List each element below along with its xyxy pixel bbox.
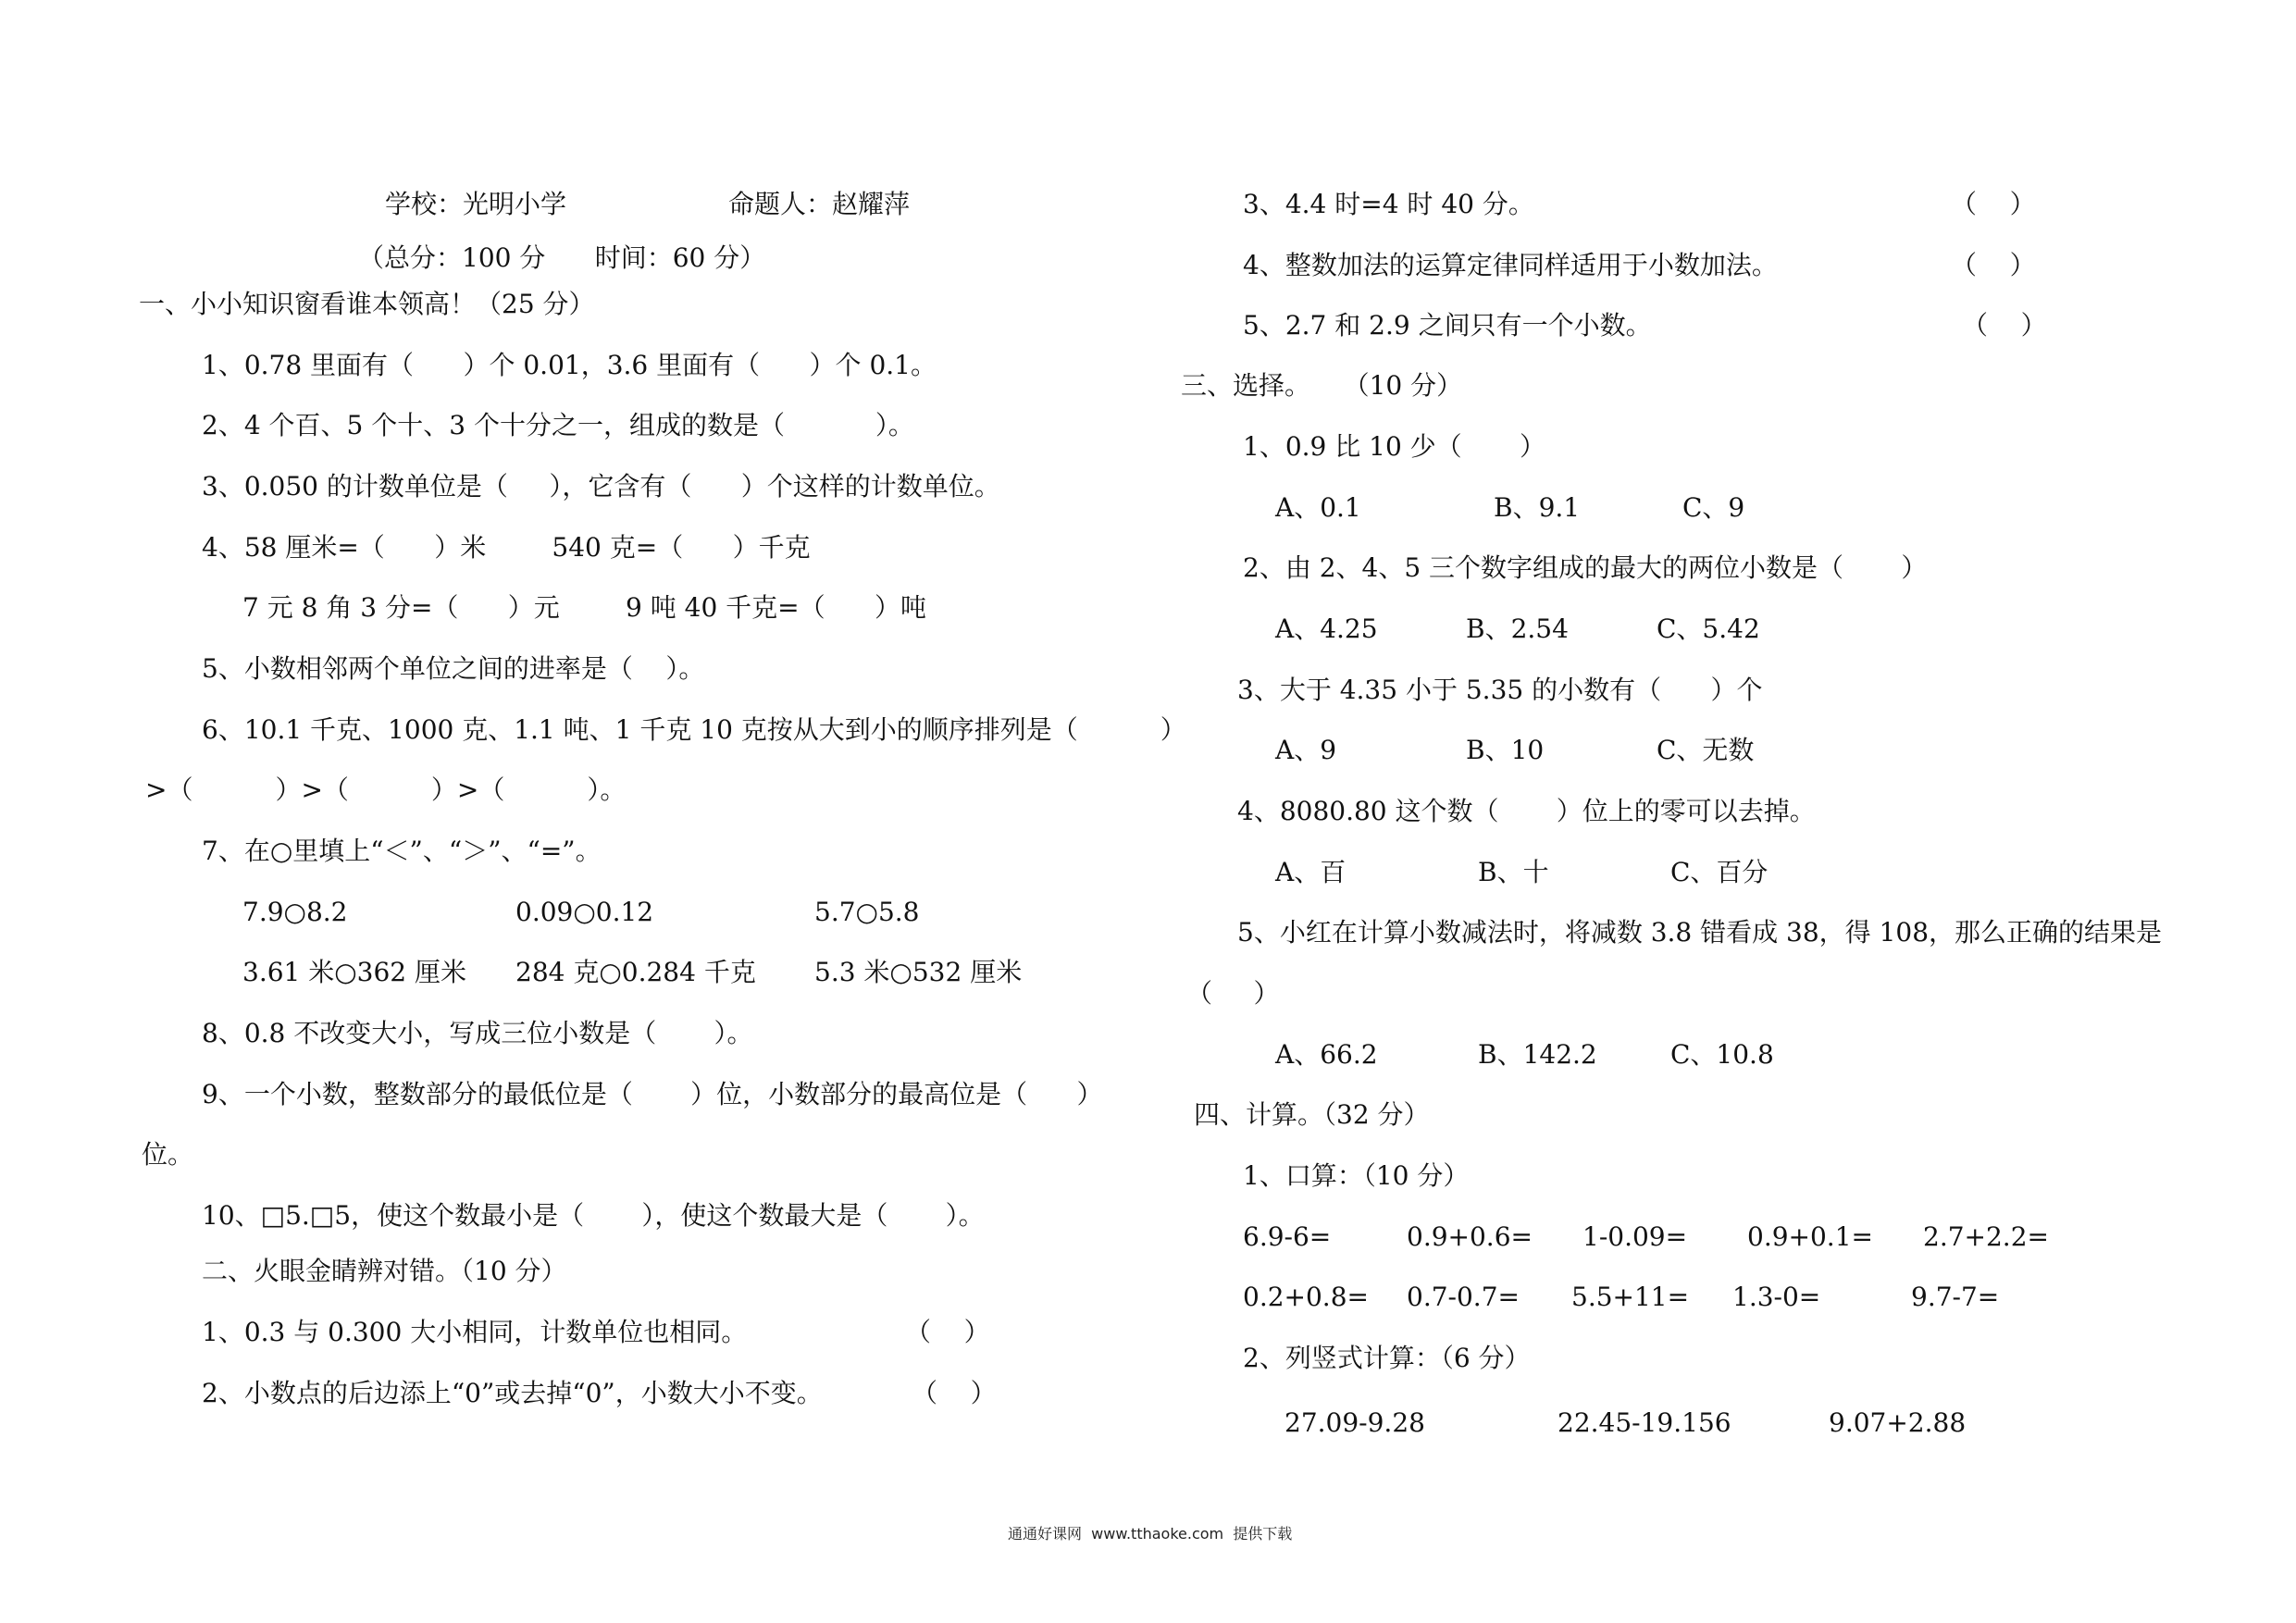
- oral-calc-item: 0.2+0.8=: [1243, 1282, 1369, 1312]
- question-1-8: 8、0.8 不改变大小，写成三位小数是（ ）。: [202, 1018, 753, 1048]
- question-1-1: 1、0.78 里面有（ ）个 0.01，3.6 里面有（ ）个 0.1。: [202, 350, 937, 380]
- oral-calc-item: 1-0.09=: [1582, 1221, 1688, 1252]
- choice-4-option-c: C、百分: [1670, 857, 1769, 887]
- oral-calc-item: 9.7-7=: [1911, 1282, 2000, 1312]
- choice-3: 3、大于 4.35 小于 5.35 的小数有（ ）个: [1237, 675, 1763, 705]
- oral-calc-item: 0.9+0.6=: [1407, 1221, 1533, 1252]
- choice-2: 2、由 2、4、5 三个数字组成的最大的两位小数是（ ）: [1243, 552, 1928, 583]
- choice-3-option-c: C、无数: [1657, 735, 1755, 765]
- question-1-4b: 7 元 8 角 3 分=（ ）元 9 吨 40 千克=（ ）吨: [242, 592, 927, 623]
- question-1-7-row2-col2: 284 克○0.284 千克: [515, 957, 756, 987]
- vertical-calc-item: 27.09-9.28: [1285, 1407, 1425, 1438]
- choice-4-option-b: B、十: [1478, 857, 1549, 887]
- choice-2-option-c: C、5.42: [1657, 613, 1760, 644]
- oral-calc-item: 0.7-0.7=: [1407, 1282, 1520, 1312]
- section-4-title: 四、计算。（32 分）: [1194, 1099, 1430, 1130]
- question-1-3: 3、0.050 的计数单位是（ ），它含有（ ）个这样的计数单位。: [202, 471, 1000, 502]
- judge-4: 4、整数加法的运算定律同样适用于小数加法。: [1243, 250, 1778, 280]
- oral-calc-item: 5.5+11=: [1571, 1282, 1690, 1312]
- school-name: 学校：光明小学: [385, 189, 567, 219]
- section-2-title: 二、火眼金睛辨对错。（10 分）: [202, 1256, 567, 1286]
- score-time-info: （总分：100 分 时间：60 分）: [358, 242, 766, 273]
- question-1-7-row1-col3: 5.7○5.8: [814, 897, 920, 927]
- judge-1: 1、0.3 与 0.300 大小相同，计数单位也相同。: [202, 1317, 748, 1347]
- question-1-2: 2、4 个百、5 个十、3 个十分之一，组成的数是（ ）。: [202, 410, 914, 440]
- author-name: 命题人：赵耀萍: [728, 189, 911, 219]
- section-3-title: 三、选择。 （10 分）: [1181, 370, 1463, 401]
- judge-5: 5、2.7 和 2.9 之间只有一个小数。: [1243, 310, 1652, 341]
- choice-4-option-a: A、百: [1275, 857, 1347, 887]
- choice-3-option-a: A、9: [1275, 735, 1337, 765]
- judge-2: 2、小数点的后边添上“0”或去掉“0”，小数大小不变。: [202, 1378, 823, 1408]
- choice-1-option-a: A、0.1: [1275, 492, 1361, 523]
- choice-1: 1、0.9 比 10 少（ ）: [1243, 431, 1545, 462]
- oral-calc-item: 0.9+0.1=: [1747, 1221, 1873, 1252]
- vertical-calc-item: 9.07+2.88: [1829, 1407, 1967, 1438]
- choice-1-option-b: B、9.1: [1494, 492, 1581, 523]
- question-1-7: 7、在○里填上“＜”、“＞”、“=”。: [202, 836, 602, 866]
- question-1-6b: >（ ）>（ ）>（ ）。: [145, 774, 627, 805]
- oral-calc-title: 1、口算：（10 分）: [1243, 1160, 1470, 1191]
- judge-4-mark: （ ）: [1951, 250, 2036, 280]
- question-1-7-row2-col1: 3.61 米○362 厘米: [242, 957, 467, 987]
- question-1-4a: 4、58 厘米=（ ）米 540 克=（ ）千克: [202, 532, 811, 563]
- question-1-7-row2-col3: 5.3 米○532 厘米: [814, 957, 1023, 987]
- choice-4: 4、8080.80 这个数（ ）位上的零可以去掉。: [1237, 796, 1816, 826]
- choice-5-option-a: A、66.2: [1275, 1039, 1378, 1070]
- vertical-calc-item: 22.45-19.156: [1558, 1407, 1731, 1438]
- choice-5-option-b: B、142.2: [1478, 1039, 1597, 1070]
- question-1-10: 10、□5.□5，使这个数最小是（ ），使这个数最大是（ ）。: [202, 1200, 985, 1231]
- judge-1-mark: （ ）: [905, 1317, 990, 1347]
- judge-3: 3、4.4 时=4 时 40 分。: [1243, 189, 1534, 219]
- choice-2-option-a: A、4.25: [1275, 613, 1378, 644]
- question-1-6a: 6、10.1 千克、1000 克、1.1 吨、1 千克 10 克按从大到小的顺序排列是（ ）: [202, 714, 1186, 745]
- choice-5b: （ ）: [1186, 978, 1280, 1009]
- judge-5-mark: （ ）: [1962, 310, 2047, 341]
- question-1-9a: 9、一个小数，整数部分的最低位是（ ）位，小数部分的最高位是（ ）: [202, 1079, 1103, 1109]
- question-1-5: 5、小数相邻两个单位之间的进率是（ ）。: [202, 653, 705, 684]
- judge-3-mark: （ ）: [1951, 189, 2036, 219]
- choice-2-option-b: B、2.54: [1466, 613, 1569, 644]
- section-1-title: 一、小小知识窗看谁本领高！（25 分）: [139, 289, 595, 319]
- question-1-7-row1-col1: 7.9○8.2: [242, 897, 348, 927]
- choice-5-option-c: C、10.8: [1670, 1039, 1774, 1070]
- choice-5a: 5、小红在计算小数减法时，将减数 3.8 错看成 38，得 108，那么正确的结果是: [1237, 917, 2163, 948]
- oral-calc-item: 6.9-6=: [1243, 1221, 1332, 1252]
- question-1-7-row1-col2: 0.09○0.12: [515, 897, 654, 927]
- footer-watermark: 通通好课网 www.tthaoke.com 提供下载: [1008, 1525, 1293, 1542]
- choice-3-option-b: B、10: [1466, 735, 1545, 765]
- oral-calc-item: 2.7+2.2=: [1923, 1221, 2049, 1252]
- choice-1-option-c: C、9: [1682, 492, 1745, 523]
- oral-calc-item: 1.3-0=: [1732, 1282, 1821, 1312]
- judge-2-mark: （ ）: [912, 1378, 997, 1408]
- question-1-9b: 位。: [142, 1139, 194, 1170]
- vertical-calc-title: 2、列竖式计算：（6 分）: [1243, 1343, 1531, 1373]
